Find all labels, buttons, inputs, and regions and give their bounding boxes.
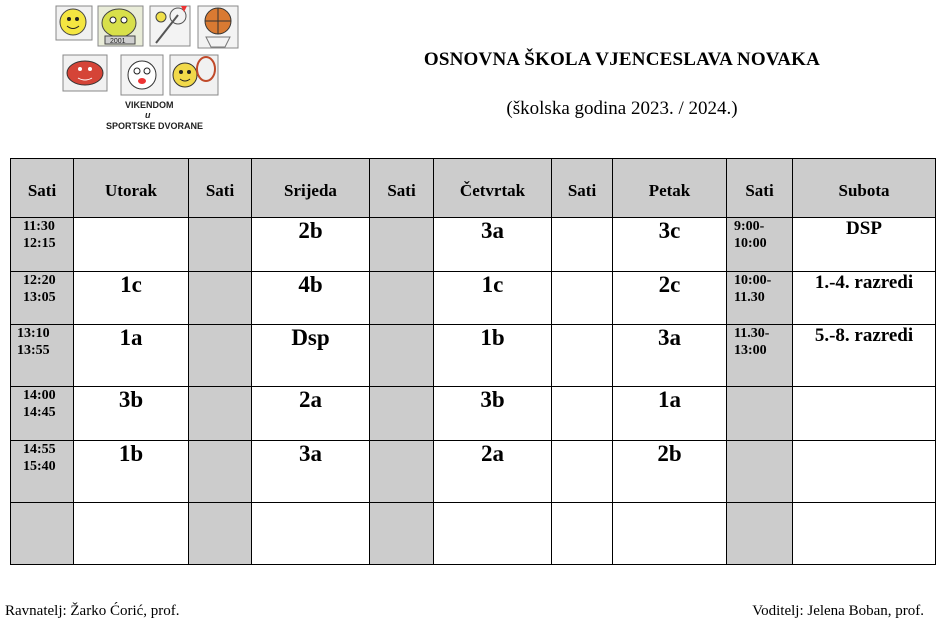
col-header-sati: Sati	[552, 159, 613, 218]
petak-cell: 2c	[613, 272, 727, 325]
saturday-time-cell	[727, 503, 793, 565]
header-row	[11, 159, 936, 218]
table-row	[11, 272, 936, 325]
football-player-icon	[98, 6, 143, 46]
petak-cell: 3a	[613, 325, 727, 387]
table-row	[11, 218, 936, 272]
srijeda-cell: 4b	[252, 272, 370, 325]
cetvrtak-cell: 3a	[434, 218, 552, 272]
spacer-cell	[370, 441, 434, 503]
subota-cell	[793, 387, 936, 441]
time-cell: 12:20 13:05	[11, 272, 74, 325]
school-sports-logo	[53, 3, 241, 133]
col-header-sati: Sati	[727, 159, 793, 218]
principal-signature: Ravnatelj: Žarko Ćorić, prof.	[5, 603, 180, 619]
time-cell: 13:10 13:55	[11, 325, 74, 387]
logo-caption-2: u	[145, 110, 151, 120]
col-header-cetvrtak: Četvrtak	[434, 159, 552, 218]
saturday-time-cell: 11.30- 13:00	[727, 325, 793, 387]
schedule-table	[10, 158, 936, 565]
utorak-cell	[74, 503, 189, 565]
subota-cell: 5.-8. razredi	[793, 325, 936, 387]
basketball-icon	[198, 6, 238, 48]
subota-cell	[793, 503, 936, 565]
volleyball-icon	[121, 55, 163, 95]
petak-cell: 1a	[613, 387, 727, 441]
srijeda-cell	[252, 503, 370, 565]
cetvrtak-cell	[434, 503, 552, 565]
srijeda-cell: 2b	[252, 218, 370, 272]
spacer-cell	[552, 272, 613, 325]
tennis-ball-icon	[56, 6, 92, 40]
time-cell	[11, 503, 74, 565]
utorak-cell: 1c	[74, 272, 189, 325]
badminton-icon	[150, 6, 190, 46]
spacer-cell	[189, 387, 252, 441]
spacer-cell	[552, 503, 613, 565]
subota-cell: DSP	[793, 218, 936, 272]
table-row	[11, 325, 936, 387]
school-title: OSNOVNA ŠKOLA VJENCESLAVA NOVAKA	[423, 49, 821, 70]
saturday-time-cell	[727, 387, 793, 441]
col-header-petak: Petak	[613, 159, 727, 218]
spacer-cell	[370, 325, 434, 387]
spacer-cell	[552, 218, 613, 272]
utorak-cell: 3b	[74, 387, 189, 441]
cetvrtak-cell: 3b	[434, 387, 552, 441]
table-row	[11, 441, 936, 503]
spacer-cell	[189, 441, 252, 503]
spacer-cell	[370, 503, 434, 565]
table-row	[11, 387, 936, 441]
col-header-sati: Sati	[189, 159, 252, 218]
cetvrtak-cell: 1b	[434, 325, 552, 387]
spacer-cell	[189, 325, 252, 387]
svg-text:2001: 2001	[110, 38, 126, 45]
time-cell: 11:30 12:15	[11, 218, 74, 272]
petak-cell: 3c	[613, 218, 727, 272]
subota-cell	[793, 441, 936, 503]
cetvrtak-cell: 1c	[434, 272, 552, 325]
cetvrtak-cell: 2a	[434, 441, 552, 503]
coordinator-signature: Voditelj: Jelena Boban, prof.	[752, 603, 924, 619]
col-header-sati: Sati	[370, 159, 434, 218]
logo-caption-1: VIKENDOM	[125, 100, 174, 110]
srijeda-cell: 2a	[252, 387, 370, 441]
spacer-cell	[370, 387, 434, 441]
saturday-time-cell: 9:00- 10:00	[727, 218, 793, 272]
utorak-cell	[74, 218, 189, 272]
col-header-srijeda: Srijeda	[252, 159, 370, 218]
racket-ball-icon	[170, 55, 218, 95]
utorak-cell: 1a	[74, 325, 189, 387]
col-header-utorak: Utorak	[74, 159, 189, 218]
srijeda-cell: Dsp	[252, 325, 370, 387]
spacer-cell	[189, 218, 252, 272]
spacer-cell	[552, 441, 613, 503]
boxing-glove-icon	[63, 55, 107, 91]
petak-cell	[613, 503, 727, 565]
spacer-cell	[552, 325, 613, 387]
subota-cell: 1.-4. razredi	[793, 272, 936, 325]
saturday-time-cell: 10:00- 11.30	[727, 272, 793, 325]
school-year: (školska godina 2023. / 2024.)	[506, 98, 738, 119]
srijeda-cell: 3a	[252, 441, 370, 503]
spacer-cell	[552, 387, 613, 441]
spacer-cell	[189, 503, 252, 565]
time-cell: 14:00 14:45	[11, 387, 74, 441]
spacer-cell	[189, 272, 252, 325]
spacer-cell	[370, 218, 434, 272]
table-row	[11, 503, 936, 565]
logo-caption-3: SPORTSKE DVORANE	[106, 121, 204, 131]
petak-cell: 2b	[613, 441, 727, 503]
saturday-time-cell	[727, 441, 793, 503]
time-cell: 14:55 15:40	[11, 441, 74, 503]
utorak-cell: 1b	[74, 441, 189, 503]
col-header-subota: Subota	[793, 159, 936, 218]
spacer-cell	[370, 272, 434, 325]
col-header-sati: Sati	[11, 159, 74, 218]
